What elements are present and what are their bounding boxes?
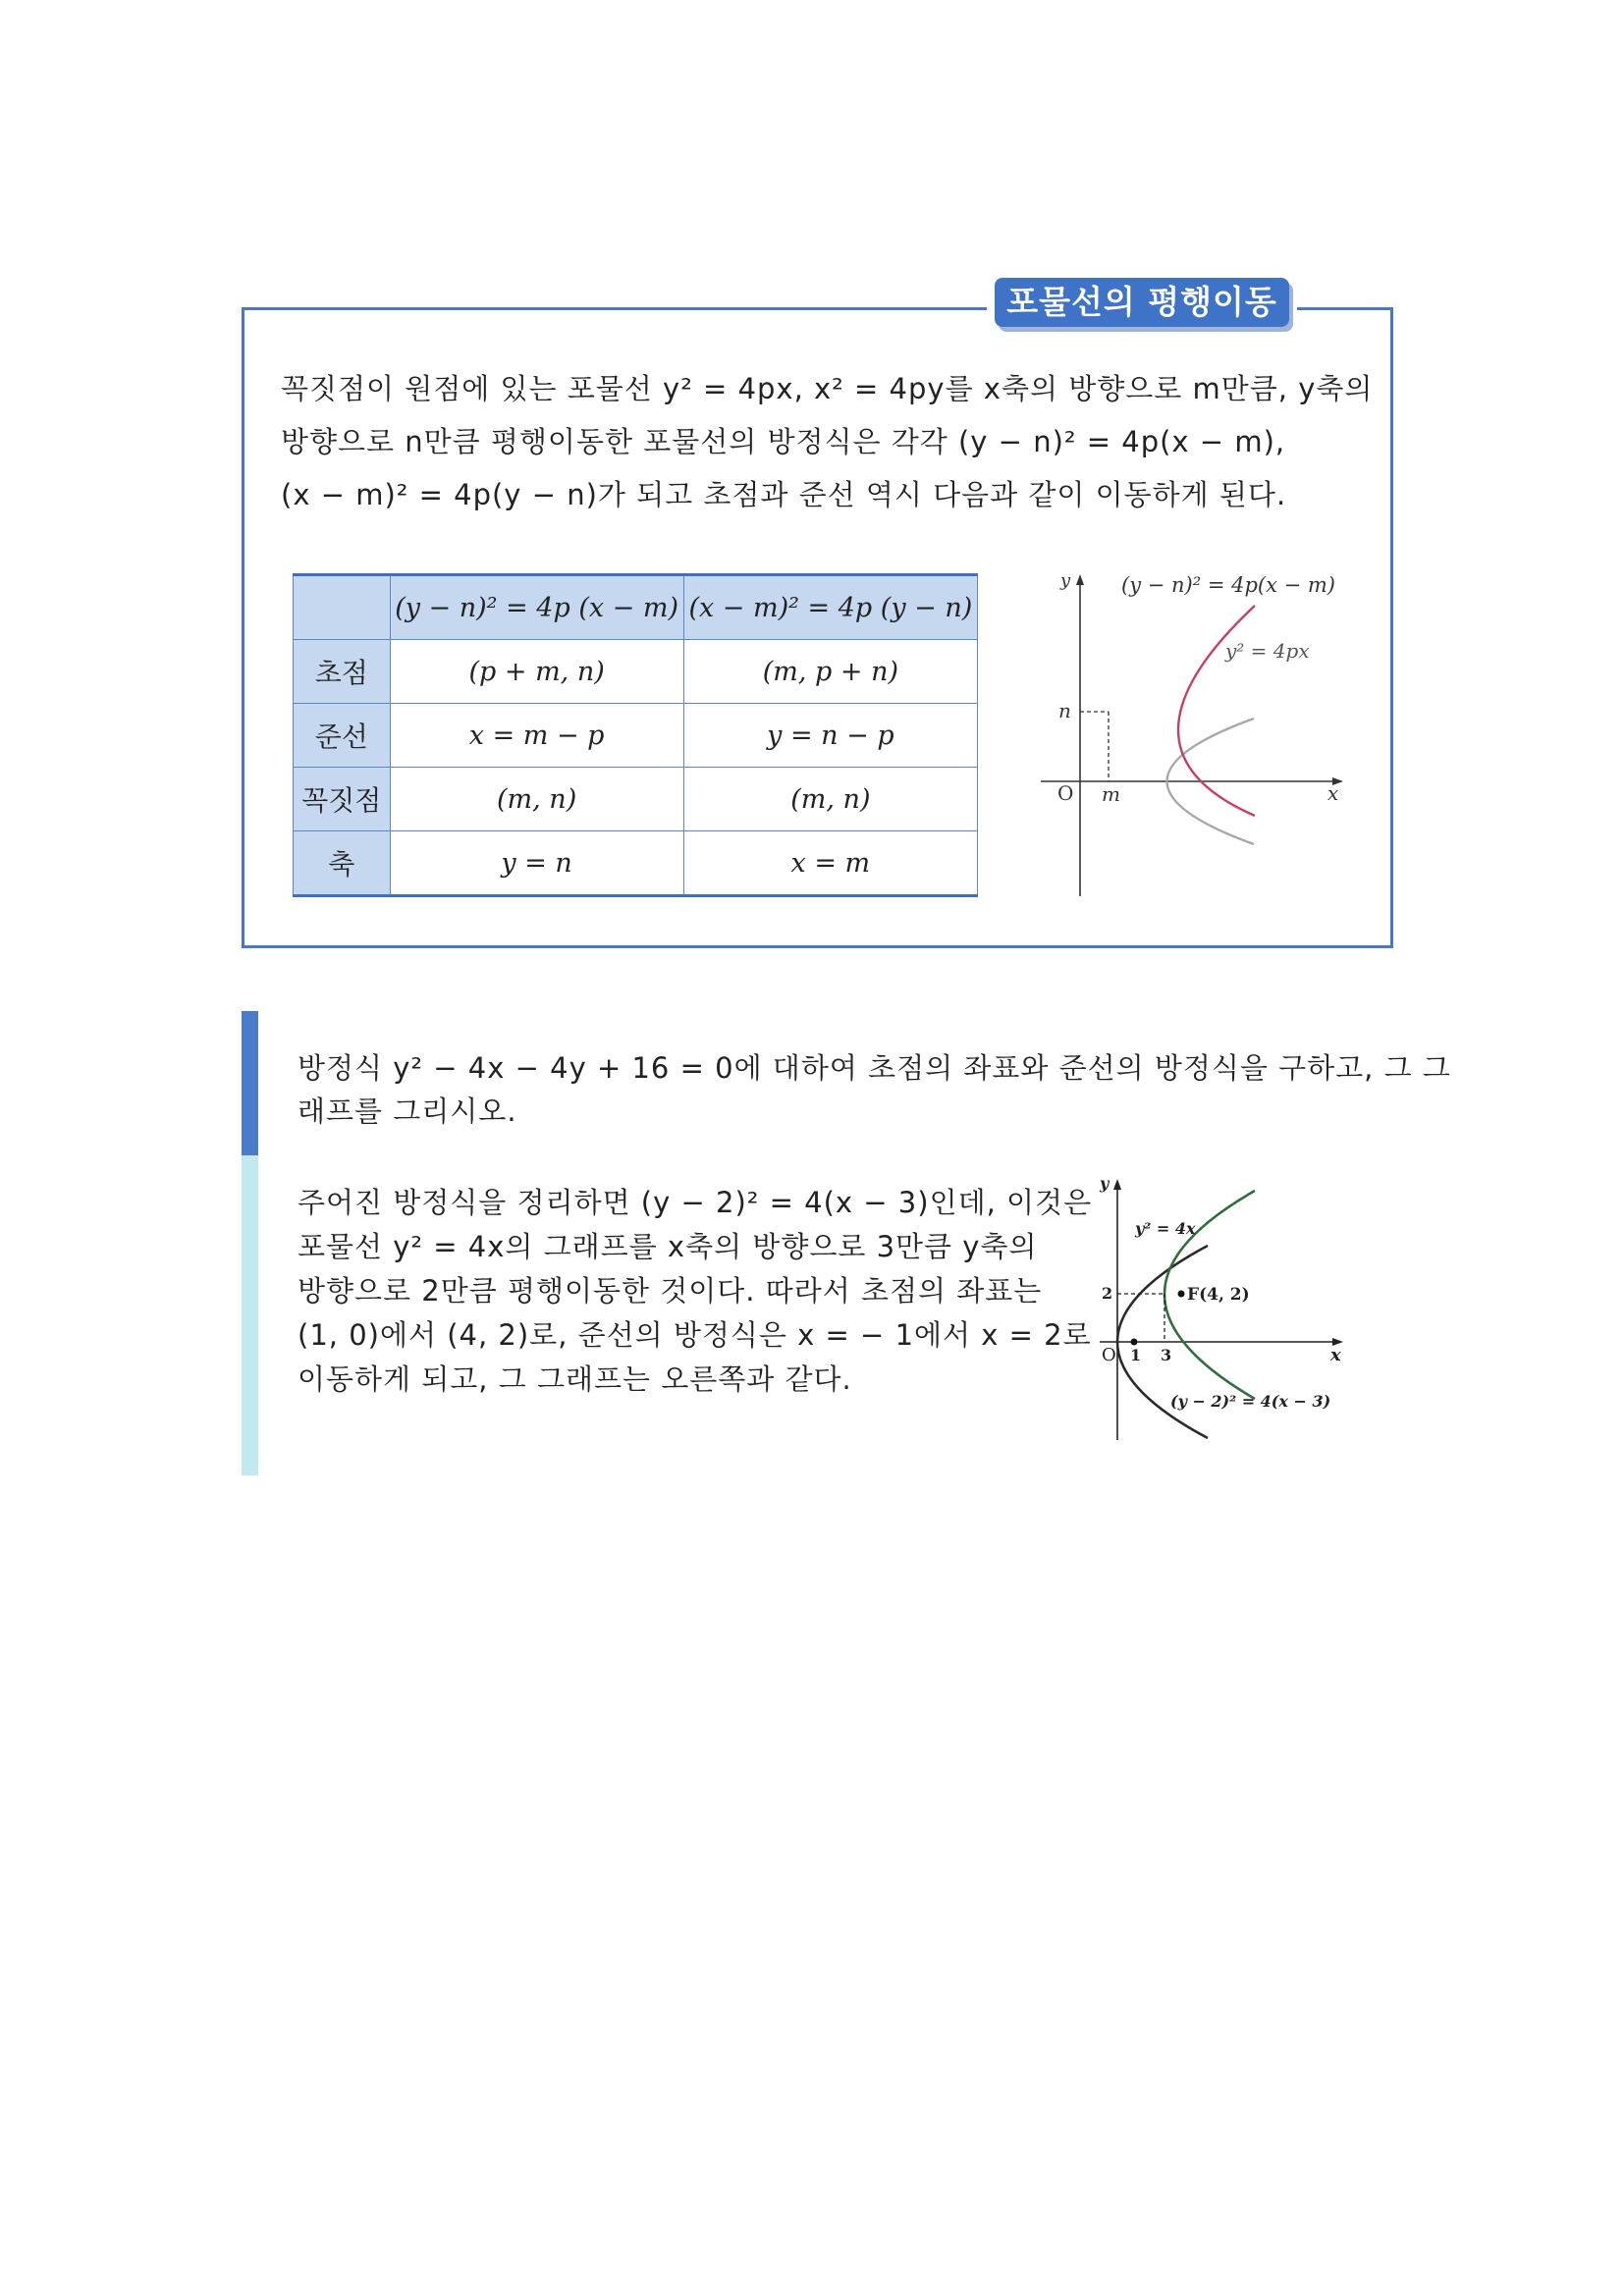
row-label-axis: 축: [294, 831, 391, 896]
solution-line-4: (1, 0)에서 (4, 2)로, 준선의 방정식은 x = − 1에서 x = 2로: [298, 1318, 1092, 1352]
table-corner: [294, 575, 391, 640]
x-axis-label: x: [1330, 1345, 1341, 1365]
problem-line-2: 래프를 그리시오.: [298, 1095, 517, 1128]
solution-line-2: 포물선 y² = 4x의 그래프를 x축의 방향으로 3만큼 y축의: [298, 1230, 1038, 1263]
table-cell: (m, n): [390, 768, 683, 831]
example-graph: [1080, 1173, 1375, 1448]
y-axis-label: y: [1060, 570, 1071, 591]
intro-line-1: 꼭짓점이 원점에 있는 포물선 y² = 4px, x² = 4py를 x축의 방향으로 m만큼, y축의: [281, 372, 1374, 405]
table-cell: y = n: [390, 831, 683, 896]
row-label-focus: 초점: [294, 640, 391, 704]
table-cell: x = m: [683, 831, 977, 896]
table-row: [294, 704, 978, 768]
focus-point-original: [1131, 1339, 1138, 1346]
x-axis-label: x: [1327, 781, 1339, 805]
tick-1-label: 1: [1130, 1346, 1142, 1364]
tick-3-label: 3: [1161, 1346, 1172, 1364]
problem-line-1: 방정식 y² − 4x − 4y + 16 = 0에 대하여 초점의 좌표와 준선의 방정식을 구하고, 그 그: [298, 1051, 1451, 1085]
table-row: [294, 768, 978, 831]
n-label: n: [1058, 699, 1071, 722]
shifted-parabola: [1178, 606, 1255, 816]
row-label-directrix: 준선: [294, 704, 391, 768]
solution-line-3: 방향으로 2만큼 평행이동한 것이다. 따라서 초점의 좌표는: [298, 1274, 1043, 1308]
table-cell: (m, p + n): [683, 640, 977, 704]
solution-line-5: 이동하게 되고, 그 그래프는 오른쪽과 같다.: [298, 1362, 852, 1396]
focus-label: F(4, 2): [1187, 1285, 1250, 1305]
table-cell: y = n − p: [683, 704, 977, 768]
table-header-vertical-parabola: (x − m)² = 4p (y − n): [683, 575, 977, 640]
m-label: m: [1102, 782, 1120, 806]
tick-2-label: 2: [1102, 1284, 1113, 1303]
y-axis-arrow: [1076, 574, 1084, 585]
concept-graph: [1031, 564, 1355, 903]
y-axis-arrow: [1113, 1179, 1121, 1190]
table-header-row: [294, 575, 978, 640]
table-header-horizontal-parabola: (y − n)² = 4p (x − m): [390, 575, 683, 640]
origin-label: O: [1057, 781, 1074, 805]
concept-title: 포물선의 평행이동: [995, 278, 1289, 327]
table-cell: x = m − p: [390, 704, 683, 768]
intro-line-3: (x − m)² = 4p(y − n)가 되고 초점과 준선 역시 다음과 같이 이동하게 된다.: [281, 478, 1287, 511]
row-label-vertex: 꼭짓점: [294, 768, 391, 831]
y-axis-label: y: [1100, 1174, 1110, 1193]
solution-line-1: 주어진 방정식을 정리하면 (y − 2)² = 4(x − 3)인데, 이것은: [298, 1186, 1093, 1219]
focus-point: [1178, 1291, 1185, 1298]
shifted-curve-label: (y − 2)² = 4(x − 3): [1170, 1392, 1331, 1411]
origin-label: O: [1102, 1345, 1116, 1365]
concept-title-tab: [987, 278, 1297, 333]
table-cell: (p + m, n): [390, 640, 683, 704]
table-row: [294, 640, 978, 704]
solution-bar: [242, 1155, 258, 1475]
intro-line-2: 방향으로 n만큼 평행이동한 포물선의 방정식은 각각 (y − n)² = 4p(x − m),: [281, 425, 1286, 458]
table-cell: (m, n): [683, 768, 977, 831]
table-row: [294, 831, 978, 896]
translation-table: [293, 573, 978, 897]
base-curve-label: y² = 4x: [1135, 1219, 1196, 1238]
shifted-curve-label: (y − n)² = 4p(x − m): [1121, 573, 1335, 597]
base-curve-label: y² = 4px: [1225, 639, 1310, 663]
problem-bar: [242, 1011, 258, 1155]
